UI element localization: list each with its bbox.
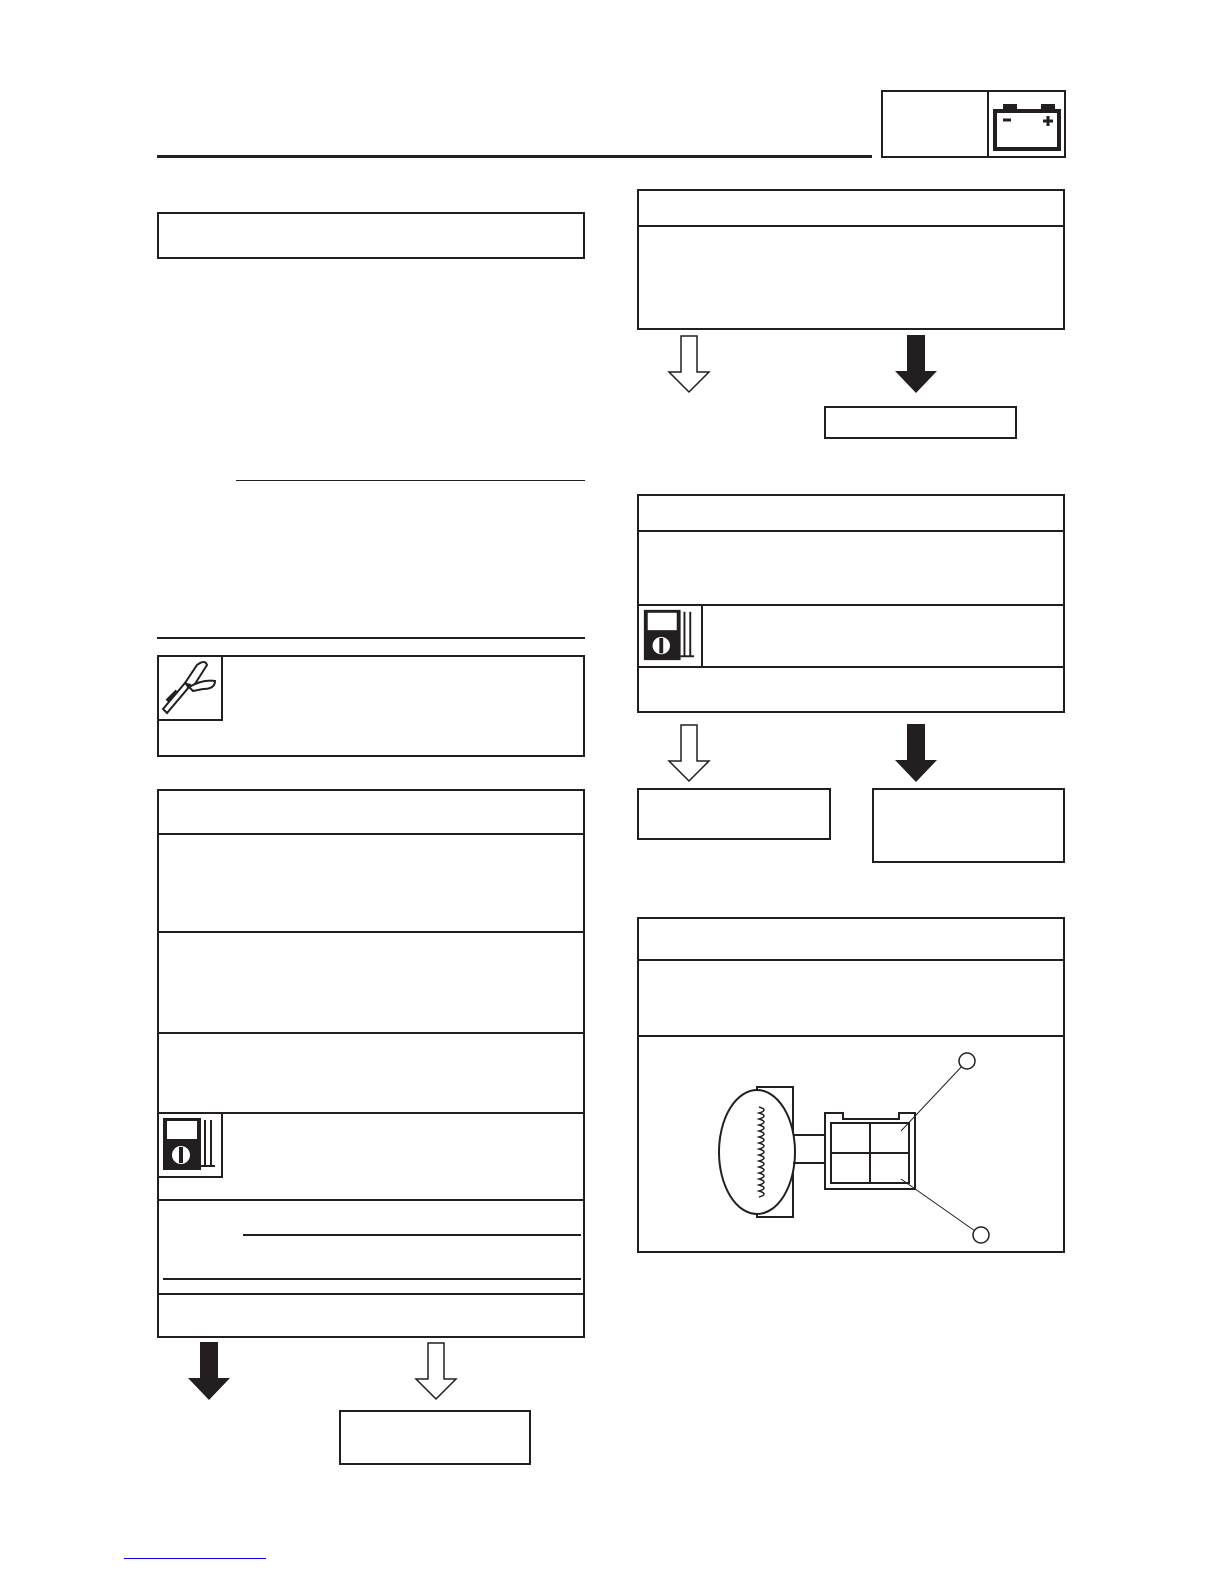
arrow-down-solid-icon [893,724,939,784]
left-underline-rule [236,480,585,481]
left-section-rule [157,637,585,639]
header-rule [157,155,872,158]
section-tab [881,90,1066,158]
arrow-down-solid-icon [186,1342,232,1402]
left-result-box [339,1410,531,1465]
right-result-box-2a [637,788,831,840]
right-check-box-1 [637,189,1065,330]
coil-connector-diagram [709,1047,1009,1245]
footer-link[interactable] [124,1558,266,1559]
arrow-down-outline-icon [666,724,712,784]
pliers-screwdriver-icon [159,657,219,717]
battery-icon [989,94,1063,156]
right-check-box-2 [637,494,1065,713]
left-title-box [157,212,585,259]
result-rule [163,1278,581,1280]
multimeter-icon [639,606,699,664]
arrow-down-outline-icon [666,335,712,395]
meter-icon-cell [639,606,703,668]
tool-icon-cell [159,657,223,721]
right-result-box-1 [824,406,1017,439]
right-result-box-2b [872,788,1065,863]
meter-icon-cell [159,1114,223,1178]
multimeter-icon [159,1114,219,1174]
arrow-down-outline-icon [413,1342,459,1402]
arrow-down-solid-icon [893,335,939,395]
tool-box [157,655,585,757]
left-check-box [157,789,585,1338]
result-underline [243,1234,581,1236]
right-check-box-3 [637,917,1065,1253]
